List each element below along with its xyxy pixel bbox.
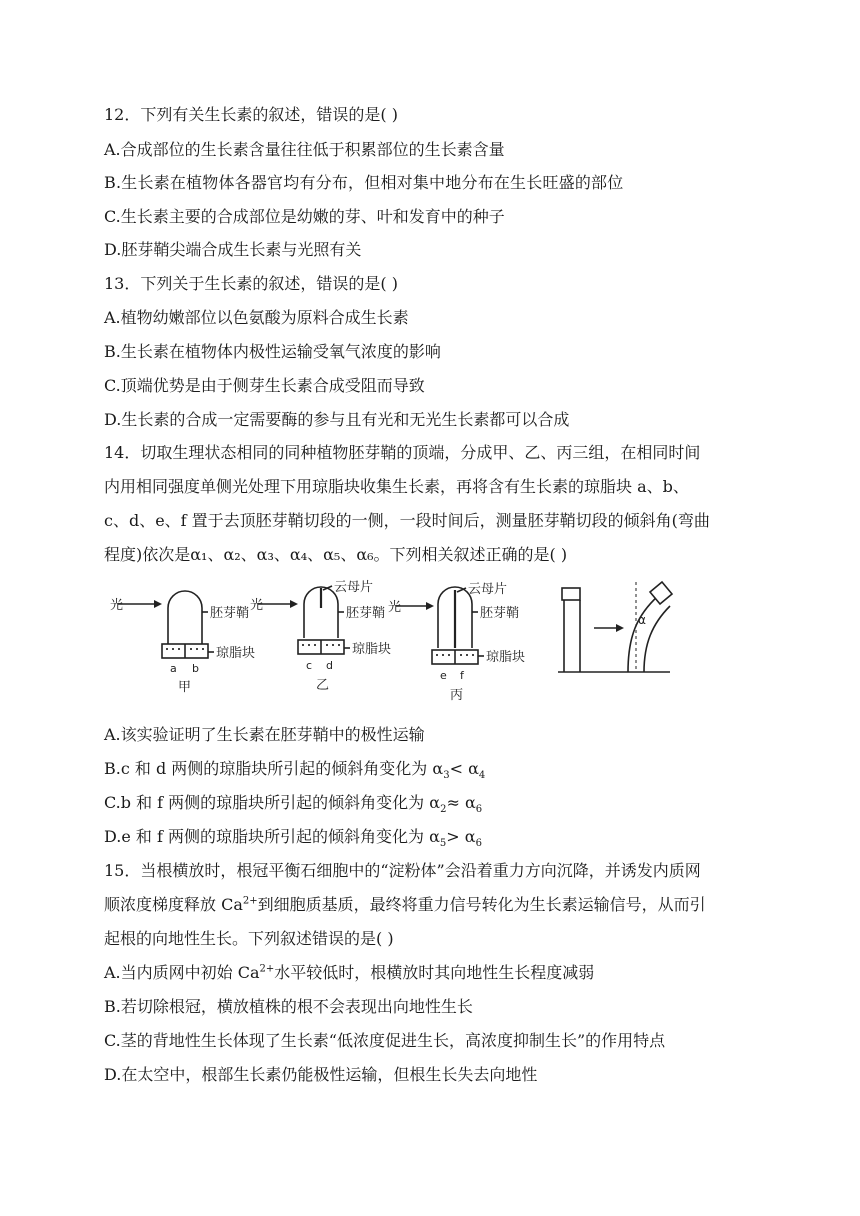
label-bing: 丙 — [450, 688, 464, 703]
figure-group-bing — [396, 587, 484, 664]
label-agar-bing: 琼脂块 — [486, 650, 526, 665]
label-e: e — [440, 669, 447, 682]
q12-option-b: B.生长素在植物体各器官均有分布，但相对集中地分布在生长旺盛的部位 — [104, 173, 624, 192]
label-agar-yi: 琼脂块 — [352, 642, 392, 657]
q15-stem-line2: 顺浓度梯度释放 $Ca^{2+}$到细胞质基质，最终将重力信号转化为生长素运输信号，从而引 — [104, 895, 706, 914]
label-yi: 乙 — [316, 678, 330, 693]
q12-stem: 12．下列有关生长素的叙述，错误的是( ) — [104, 105, 398, 124]
q15-stem-line3: 起根的向地性生长。下列叙述错误的是( ) — [104, 929, 394, 948]
coleoptile-jia — [168, 591, 202, 644]
label-d: d — [326, 659, 333, 672]
q15-option-d: D.在太空中，根部生长素仍能极性运输，但根生长失去向地性 — [104, 1065, 538, 1084]
q13-option-b: B.生长素在植物体内极性运输受氧气浓度的影响 — [104, 342, 441, 361]
label-c: c — [306, 659, 313, 672]
figure-group-jia — [118, 591, 214, 658]
label-alpha: α — [638, 613, 646, 627]
figure-group-yi — [258, 586, 350, 654]
q14-option-c: C.b 和 f 两侧的琼脂块所引起的倾斜角变化为 $\alpha_2\approx \alpha_6$ — [104, 793, 483, 816]
q13-option-d: D.生长素的合成一定需要酶的参与且有光和无光生长素都可以合成 — [104, 410, 570, 429]
label-b: b — [192, 662, 199, 675]
label-agar-jia: 琼脂块 — [216, 646, 256, 661]
q13-option-a: A.植物幼嫩部位以色氨酸为原料合成生长素 — [104, 308, 409, 327]
label-light-yi: 光 — [250, 598, 264, 613]
label-light-jia: 光 — [110, 598, 124, 613]
coleoptile-experiment-figure — [110, 578, 680, 708]
label-light-bing: 光 — [388, 600, 402, 615]
label-coleoptile-yi: 胚芽鞘 — [346, 606, 386, 621]
label-mica-yi: 云母片 — [334, 580, 374, 595]
q14-stem-line4: 程度)依次是α₁、α₂、α₃、α₄、α₅、α₆。下列相关叙述正确的是( ) — [104, 545, 568, 564]
label-a: a — [170, 662, 177, 675]
label-jia: 甲 — [178, 680, 192, 695]
q14-stem-line3: c、d、e、f 置于去顶胚芽鞘切段的一侧，一段时间后，测量胚芽鞘切段的倾斜角(弯曲 — [104, 511, 710, 530]
q14-option-b: B.c 和 d 两侧的琼脂块所引起的倾斜角变化为 $\alpha_3< \alpha_4$ — [104, 759, 486, 782]
q15-option-c: C.茎的背地性生长体现了生长素“低浓度促进生长，高浓度抑制生长”的作用特点 — [104, 1031, 666, 1050]
q13-option-c: C.顶端优势是由于侧芽生长素合成受阻而导致 — [104, 376, 425, 395]
q12-option-a: A.合成部位的生长素含量往往低于积累部位的生长素含量 — [104, 140, 505, 159]
q12-option-d: D.胚芽鞘尖端合成生长素与光照有关 — [104, 240, 362, 259]
q15-stem-line1: 15．当根横放时，根冠平衡石细胞中的“淀粉体”会沿着重力方向沉降，并诱发内质网 — [104, 861, 701, 880]
q15-option-a: A.当内质网中初始 $Ca^{2+}$水平较低时，根横放时其向地性生长程度减弱 — [104, 963, 595, 982]
label-mica-bing: 云母片 — [468, 582, 508, 597]
bent-coleoptile-left — [628, 596, 658, 672]
q14-option-a: A.该实验证明了生长素在胚芽鞘中的极性运输 — [104, 725, 425, 744]
q13-stem: 13．下列关于生长素的叙述，错误的是( ) — [104, 274, 398, 293]
q14-stem-line1: 14．切取生理状态相同的同种植物胚芽鞘的顶端，分成甲、乙、丙三组，在相同时间 — [104, 443, 701, 462]
q12-option-c: C.生长素主要的合成部位是幼嫩的芽、叶和发育中的种子 — [104, 207, 505, 226]
q14-stem-line2: 内用相同强度单侧光处理下用琼脂块收集生长素，再将含有生长素的琼脂块 a、b、 — [104, 477, 689, 496]
label-coleoptile-jia: 胚芽鞘 — [210, 606, 250, 621]
q15-option-b: B.若切除根冠，横放植株的根不会表现出向地性生长 — [104, 997, 473, 1016]
label-coleoptile-bing: 胚芽鞘 — [480, 606, 520, 621]
label-f: f — [460, 669, 464, 682]
q14-option-d: D.e 和 f 两侧的琼脂块所引起的倾斜角变化为 $\alpha_5> \alpha_6$ — [104, 827, 482, 850]
figure-bending-result — [558, 582, 672, 672]
